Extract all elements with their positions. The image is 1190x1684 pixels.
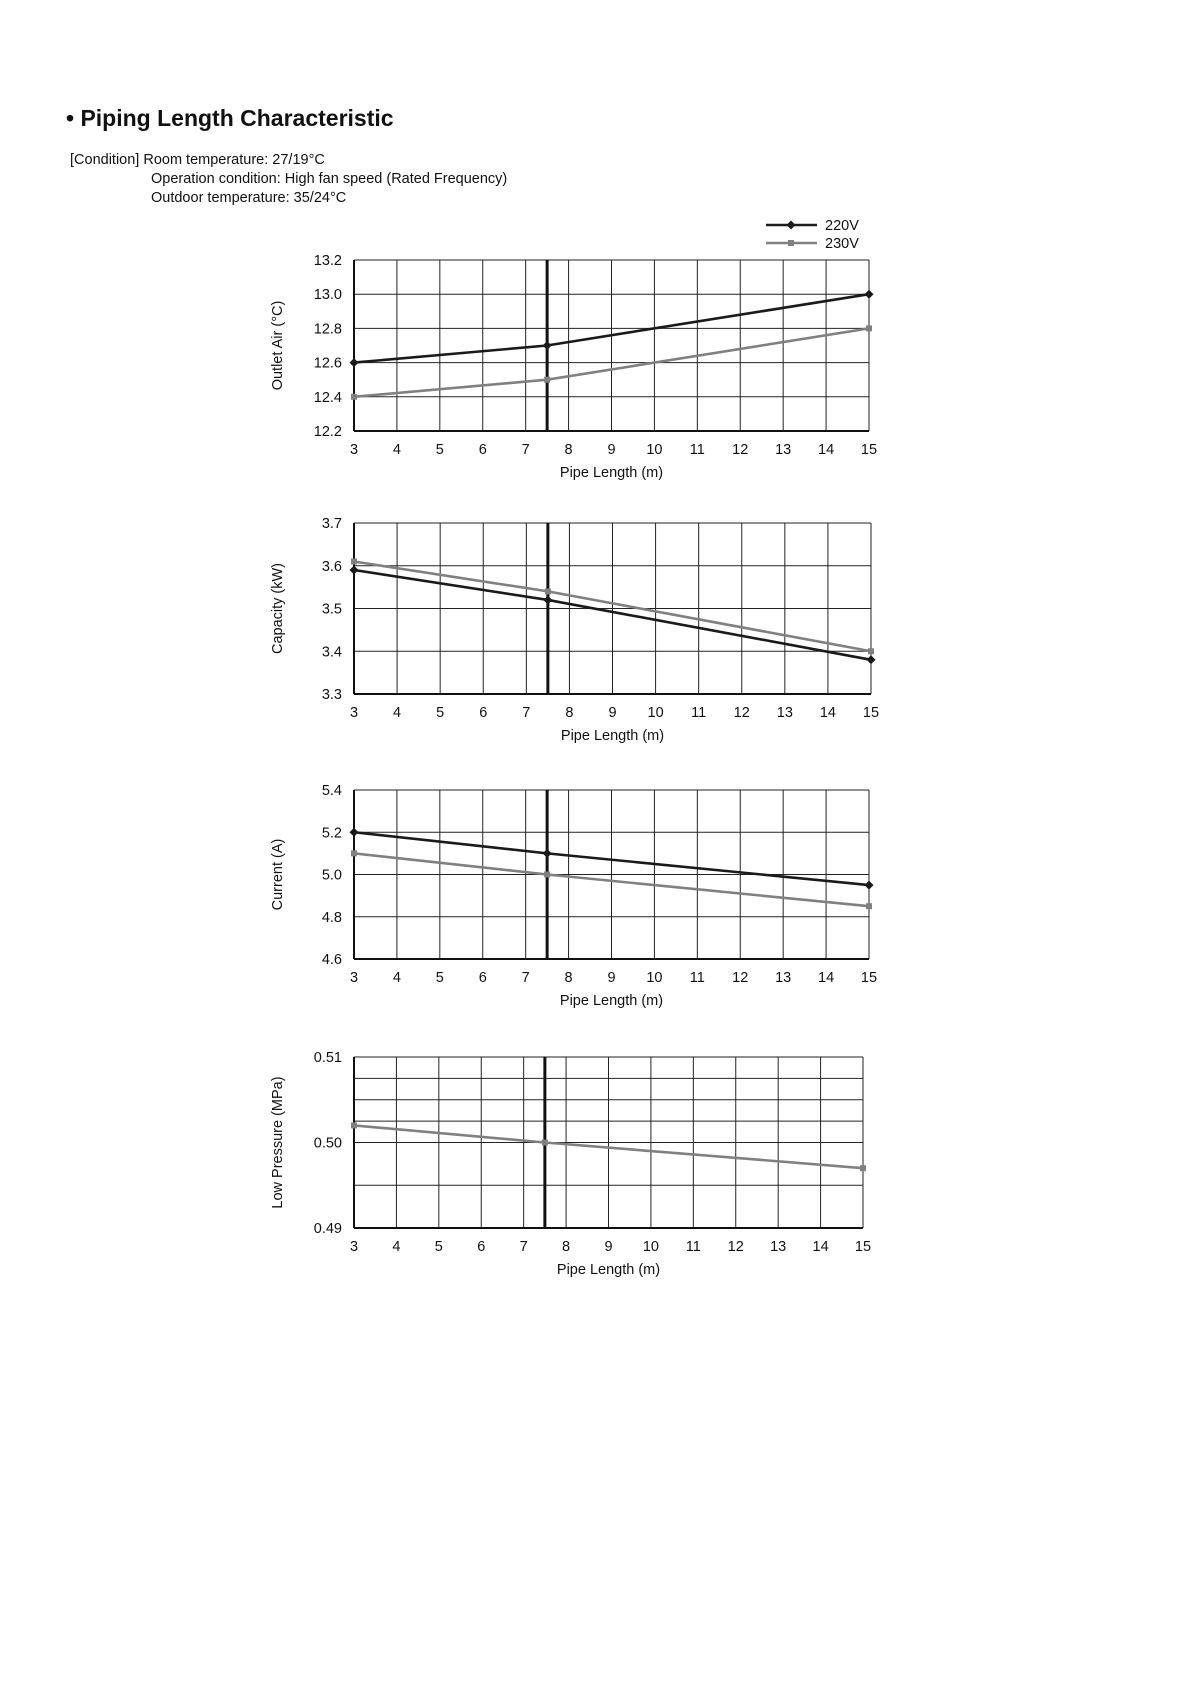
x-axis-label: Pipe Length (m) <box>560 728 665 744</box>
x-tick-label: 7 <box>522 705 531 721</box>
y-tick-label: 13.2 <box>313 253 342 269</box>
x-tick-label: 11 <box>691 705 707 721</box>
x-tick-label: 4 <box>392 1239 401 1255</box>
x-tick-label: 10 <box>642 1239 659 1255</box>
current-chart <box>0 760 1190 1030</box>
x-tick-label: 7 <box>521 442 530 458</box>
x-tick-label: 14 <box>812 1239 829 1255</box>
x-tick-label: 15 <box>860 970 878 986</box>
y-tick-label: 13.0 <box>313 287 342 304</box>
x-tick-label: 15 <box>860 442 878 458</box>
x-tick-label: 9 <box>608 705 617 721</box>
x-tick-label: 3 <box>349 705 359 721</box>
y-axis-label: Outlet Air (°C) <box>270 300 286 391</box>
y-tick-label: 3.5 <box>321 601 342 618</box>
data-point-220v <box>350 358 359 367</box>
x-tick-label: 5 <box>435 970 444 986</box>
capacity-chart <box>0 495 1190 765</box>
y-tick-label: 3.7 <box>321 516 342 532</box>
x-tick-label: 11 <box>689 442 705 458</box>
x-tick-label: 6 <box>478 442 487 458</box>
x-tick-label: 12 <box>732 442 749 458</box>
data-point-220v <box>865 881 874 890</box>
x-tick-label: 14 <box>819 705 836 721</box>
data-point-230v <box>545 588 551 594</box>
legend-marker-220v <box>787 221 796 230</box>
data-point-220v <box>865 290 874 299</box>
x-tick-label: 5 <box>434 1239 443 1255</box>
x-tick-label: 7 <box>521 970 530 986</box>
y-tick-label: 12.6 <box>313 355 342 372</box>
y-tick-label: 12.2 <box>313 424 342 440</box>
data-point-220v <box>350 566 359 575</box>
x-tick-label: 6 <box>477 1239 486 1255</box>
data-point-220v <box>867 655 876 664</box>
x-tick-label: 13 <box>776 705 793 721</box>
y-axis-label: Low Pressure (MPa) <box>270 1076 286 1209</box>
x-tick-label: 5 <box>436 705 445 721</box>
data-point-230v <box>866 325 872 331</box>
x-tick-label: 8 <box>564 970 573 986</box>
x-tick-label: 6 <box>478 970 487 986</box>
x-tick-label: 14 <box>818 970 835 986</box>
data-point-220v <box>543 341 552 350</box>
x-tick-label: 10 <box>646 970 663 986</box>
x-axis-label: Pipe Length (m) <box>559 993 664 1009</box>
x-axis-label: Pipe Length (m) <box>559 465 664 481</box>
y-tick-label: 4.6 <box>321 952 342 968</box>
x-tick-label: 4 <box>392 970 401 986</box>
x-tick-label: 10 <box>646 442 663 458</box>
x-tick-label: 3 <box>349 970 359 986</box>
condition-outdoor-temperature: Outdoor temperature: 35/24°C <box>151 190 347 206</box>
x-tick-label: 15 <box>854 1239 872 1255</box>
x-tick-label: 6 <box>479 705 488 721</box>
y-tick-label: 12.8 <box>313 321 342 338</box>
x-tick-label: 13 <box>775 442 792 458</box>
data-point-230v <box>351 1122 357 1128</box>
x-tick-label: 4 <box>392 442 401 458</box>
data-point-230v <box>860 1165 866 1171</box>
x-tick-label: 3 <box>349 442 359 458</box>
data-point-220v <box>543 595 552 604</box>
x-tick-label: 9 <box>607 442 616 458</box>
y-tick-label: 3.6 <box>321 558 342 575</box>
x-tick-label: 3 <box>349 1239 359 1255</box>
y-tick-label: 0.49 <box>313 1221 342 1237</box>
page-title: • Piping Length Characteristic <box>66 105 394 131</box>
x-tick-label: 5 <box>435 442 444 458</box>
outlet-air-chart <box>0 230 1190 500</box>
y-tick-label: 3.4 <box>321 644 342 661</box>
x-tick-label: 12 <box>732 970 749 986</box>
y-axis-label: Current (A) <box>270 838 286 911</box>
data-point-230v <box>866 903 872 909</box>
x-tick-label: 15 <box>862 705 880 721</box>
y-tick-label: 5.4 <box>321 783 342 799</box>
condition-room-temperature: [Condition] Room temperature: 27/19°C <box>70 152 325 168</box>
data-point-230v <box>868 648 874 654</box>
x-tick-label: 13 <box>770 1239 787 1255</box>
legend-label-220v: 220V <box>825 218 859 234</box>
data-point-230v <box>544 872 550 878</box>
low-pressure-chart <box>0 1028 1190 1298</box>
data-point-230v <box>544 377 550 383</box>
x-tick-label: 9 <box>607 970 616 986</box>
condition-operation: Operation condition: High fan speed (Rated Frequency) <box>151 171 508 187</box>
x-tick-label: 4 <box>393 705 402 721</box>
data-point-230v <box>542 1140 548 1146</box>
y-tick-label: 12.4 <box>313 389 342 406</box>
data-point-230v <box>351 394 357 400</box>
data-point-220v <box>350 828 359 837</box>
data-point-220v <box>543 849 552 858</box>
x-tick-label: 11 <box>689 970 705 986</box>
x-tick-label: 13 <box>775 970 792 986</box>
x-tick-label: 12 <box>727 1239 744 1255</box>
x-axis-label: Pipe Length (m) <box>556 1262 661 1278</box>
y-axis-label: Capacity (kW) <box>270 562 286 655</box>
y-tick-label: 3.3 <box>321 687 342 703</box>
y-tick-label: 4.8 <box>321 909 342 926</box>
x-tick-label: 9 <box>604 1239 613 1255</box>
x-tick-label: 8 <box>564 442 573 458</box>
y-tick-label: 0.51 <box>313 1050 342 1066</box>
y-tick-label: 5.2 <box>321 825 342 842</box>
x-tick-label: 7 <box>519 1239 528 1255</box>
data-point-230v <box>351 850 357 856</box>
x-tick-label: 11 <box>685 1239 701 1255</box>
x-tick-label: 14 <box>818 442 835 458</box>
x-tick-label: 12 <box>733 705 750 721</box>
y-tick-label: 0.50 <box>313 1135 342 1152</box>
x-tick-label: 10 <box>647 705 664 721</box>
legend-label-230v: 230V <box>825 236 859 252</box>
x-tick-label: 8 <box>565 705 574 721</box>
data-point-230v <box>351 558 357 564</box>
x-tick-label: 8 <box>562 1239 571 1255</box>
y-tick-label: 5.0 <box>321 867 342 884</box>
